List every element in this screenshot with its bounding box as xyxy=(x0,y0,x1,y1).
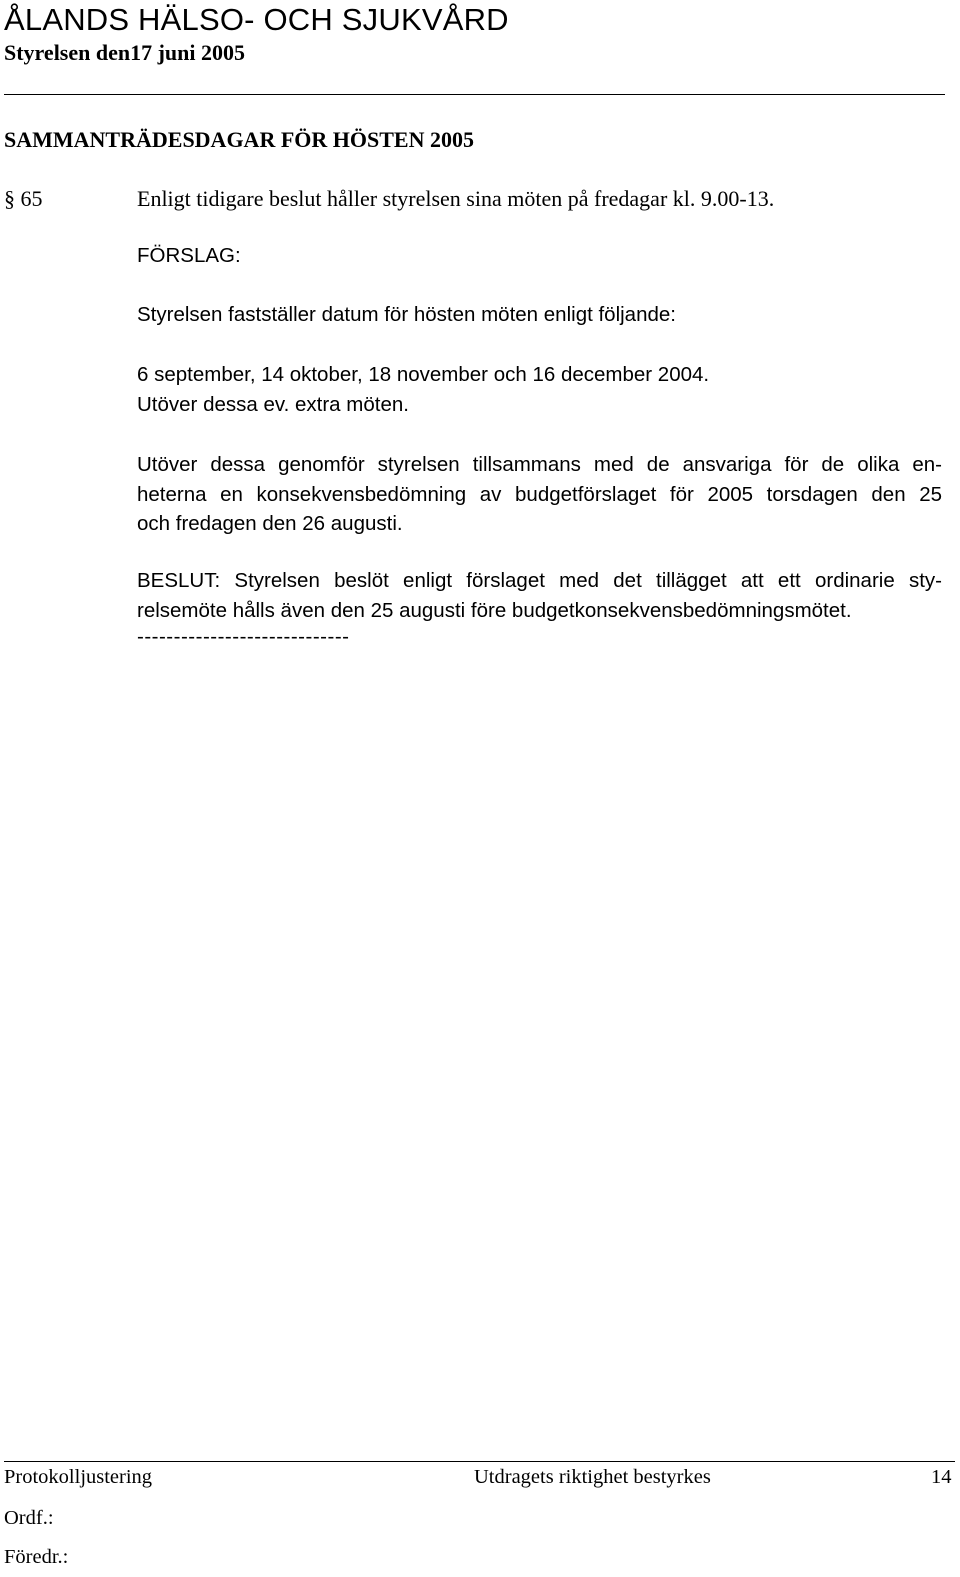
paragraph-symbol: § xyxy=(4,186,15,211)
footer-protocol-check: Protokolljustering xyxy=(4,1466,153,1488)
page-number: 14 xyxy=(931,1466,952,1488)
beslut-line-2: relsemöte hålls även den 25 augusti före budgetkonsekvensbedömningsmötet. xyxy=(137,598,852,622)
footer-certification: Utdragets riktighet bestyrkes xyxy=(474,1466,711,1488)
footer-divider xyxy=(4,1461,955,1462)
beslut-paragraph xyxy=(137,566,942,625)
meeting-date-subtitle: Styrelsen den17 juni 2005 xyxy=(4,40,246,65)
forslag-extra: Utöver dessa ev. extra möten. xyxy=(137,393,409,416)
forslag-dates: 6 september, 14 oktober, 18 november och 16 december 2004. xyxy=(137,363,710,386)
footer-presenter-label: Föredr.: xyxy=(4,1546,69,1568)
additional-paragraph xyxy=(137,450,942,539)
additional-line-2: heterna en konsekvensbedömning av budgetförslaget för 2005 torsdagen den 25 xyxy=(137,482,942,506)
section-title: SAMMANTRÄDESDAGAR FÖR HÖSTEN 2005 xyxy=(4,127,474,152)
forslag-label: FÖRSLAG: xyxy=(137,244,241,267)
additional-line-1: Utöver dessa genomför styrelsen tillsammans med de ansvariga för de olika en- xyxy=(137,453,942,476)
item-number-value: 65 xyxy=(20,186,43,211)
footer-chair-label: Ordf.: xyxy=(4,1507,54,1529)
organization-title: ÅLANDS HÄLSO- OCH SJUKVÅRD xyxy=(4,2,509,37)
header-divider xyxy=(4,94,945,95)
additional-line-3: och fredagen den 26 augusti. xyxy=(137,512,403,535)
item-text: Enligt tidigare beslut håller styrelsen sina möten på fredagar kl. 9.00-13. xyxy=(137,186,775,211)
beslut-line-1: BESLUT: Styrelsen beslöt enligt förslaget med det tillägget att ett ordinarie sty- xyxy=(137,569,942,592)
dashed-separator: ----------------------------- xyxy=(137,625,350,648)
item-number xyxy=(4,186,43,212)
forslag-intro: Styrelsen fastställer datum för hösten möten enligt följande: xyxy=(137,303,676,326)
